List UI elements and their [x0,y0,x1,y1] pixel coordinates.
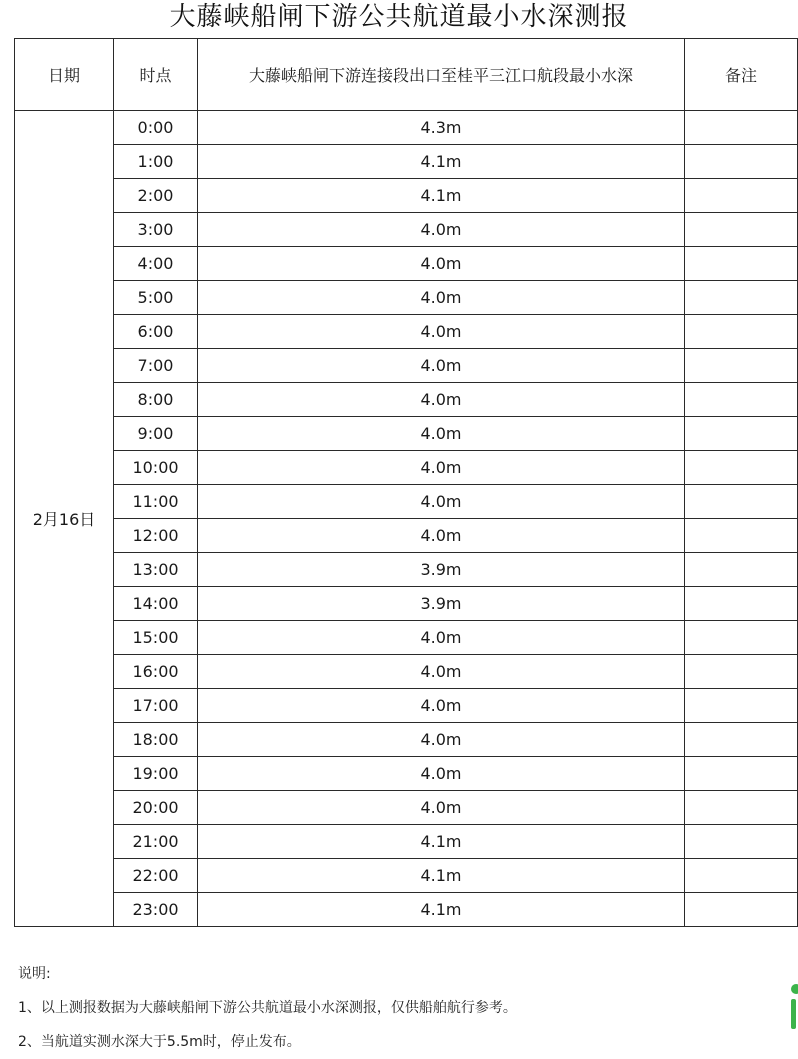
time-cell: 20:00 [114,791,198,825]
note-cell [685,757,798,791]
time-cell: 13:00 [114,553,198,587]
table-row [15,791,798,825]
table-row [15,247,798,281]
table-row [15,349,798,383]
note-cell [685,451,798,485]
depth-cell: 4.0m [198,383,685,417]
header-date: 日期 [15,39,114,111]
time-cell: 0:00 [114,111,198,145]
note-item: 1、以上测报数据为大藤峡船闸下游公共航道最小水深测报，仅供船舶航行参考。 [18,1000,517,1016]
table-row [15,553,798,587]
depth-cell: 4.0m [198,315,685,349]
depth-cell: 4.0m [198,451,685,485]
time-cell: 22:00 [114,859,198,893]
depth-cell: 4.1m [198,859,685,893]
note-cell [685,553,798,587]
depth-cell: 4.0m [198,349,685,383]
time-cell: 4:00 [114,247,198,281]
table-row [15,179,798,213]
depth-cell: 4.0m [198,417,685,451]
note-cell [685,281,798,315]
note-cell [685,519,798,553]
table-row [15,893,798,927]
table-row [15,689,798,723]
time-cell: 8:00 [114,383,198,417]
time-cell: 9:00 [114,417,198,451]
note-cell [685,145,798,179]
table-row [15,587,798,621]
note-cell [685,349,798,383]
note-cell [685,621,798,655]
note-cell [685,689,798,723]
header-time: 时点 [114,39,198,111]
time-cell: 6:00 [114,315,198,349]
depth-cell: 4.3m [198,111,685,145]
table-row [15,485,798,519]
note-cell [685,485,798,519]
note-cell [685,587,798,621]
notes-heading: 说明: [18,966,51,982]
table-row [15,451,798,485]
depth-cell: 3.9m [198,587,685,621]
table-row [15,111,798,145]
note-cell [685,179,798,213]
time-cell: 21:00 [114,825,198,859]
time-cell: 12:00 [114,519,198,553]
time-cell: 1:00 [114,145,198,179]
time-cell: 18:00 [114,723,198,757]
depth-cell: 4.1m [198,825,685,859]
note-cell [685,111,798,145]
header-depth: 大藤峡船闸下游连接段出口至桂平三江口航段最小水深 [198,39,685,111]
table-row [15,621,798,655]
note-cell [685,417,798,451]
note-cell [685,893,798,927]
time-cell: 14:00 [114,587,198,621]
depth-cell: 4.0m [198,519,685,553]
table-row [15,213,798,247]
depth-cell: 4.0m [198,213,685,247]
table-row [15,825,798,859]
time-cell: 17:00 [114,689,198,723]
depth-cell: 4.0m [198,655,685,689]
note-cell [685,825,798,859]
note-cell [685,723,798,757]
table-row [15,757,798,791]
table-body [15,111,798,927]
table-row [15,723,798,757]
note-item: 2、当航道实测水深大于5.5m时，停止发布。 [18,1034,301,1050]
depth-cell: 4.0m [198,791,685,825]
header-note: 备注 [685,39,798,111]
table-row [15,655,798,689]
time-cell: 10:00 [114,451,198,485]
depth-cell: 4.0m [198,485,685,519]
note-cell [685,315,798,349]
time-cell: 23:00 [114,893,198,927]
time-cell: 2:00 [114,179,198,213]
depth-cell: 3.9m [198,553,685,587]
page-title: 大藤峡船闸下游公共航道最小水深测报 [169,2,629,32]
depth-report-table [14,38,798,927]
time-cell: 11:00 [114,485,198,519]
depth-cell: 4.0m [198,621,685,655]
table-row [15,417,798,451]
time-cell: 5:00 [114,281,198,315]
table-row [15,519,798,553]
note-cell [685,791,798,825]
note-cell [685,213,798,247]
note-cell [685,655,798,689]
table-row [15,281,798,315]
date-cell: 2月16日 [15,111,114,927]
depth-cell: 4.0m [198,247,685,281]
table-row [15,145,798,179]
table-row [15,859,798,893]
corner-logo-icon [786,983,798,1031]
note-cell [685,859,798,893]
depth-cell: 4.0m [198,723,685,757]
time-cell: 19:00 [114,757,198,791]
time-cell: 15:00 [114,621,198,655]
depth-cell: 4.0m [198,281,685,315]
note-cell [685,247,798,281]
time-cell: 3:00 [114,213,198,247]
table-row [15,315,798,349]
table-header-row [15,39,798,111]
depth-cell: 4.1m [198,179,685,213]
time-cell: 16:00 [114,655,198,689]
depth-cell: 4.0m [198,689,685,723]
time-cell: 7:00 [114,349,198,383]
depth-cell: 4.1m [198,893,685,927]
notes-section [18,960,758,1056]
note-cell [685,383,798,417]
depth-cell: 4.1m [198,145,685,179]
table-row [15,383,798,417]
depth-cell: 4.0m [198,757,685,791]
